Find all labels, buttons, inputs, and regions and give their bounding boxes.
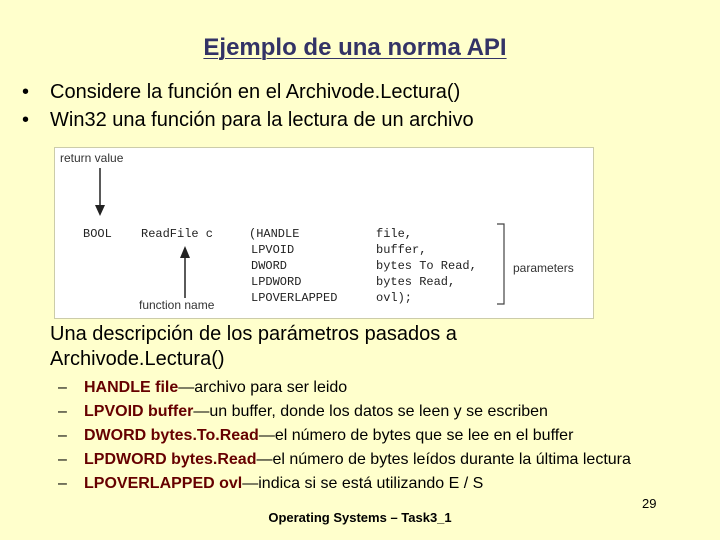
parameters-bracket-icon	[497, 224, 504, 304]
param-type: (HANDLE	[249, 227, 300, 241]
bullet-item	[22, 106, 474, 134]
function-name-label: function name	[139, 298, 215, 312]
parameter-item	[58, 376, 631, 400]
dash-icon: –	[58, 379, 67, 396]
return-value-label: return value	[60, 151, 124, 165]
param-name: buffer,	[376, 243, 427, 257]
parameter-desc: —indica si se está utilizando E / S	[242, 475, 484, 492]
param-type: LPOVERLAPPED	[251, 291, 338, 305]
parameters-label: parameters	[513, 261, 574, 275]
slide-title: Ejemplo de una norma API	[203, 34, 507, 61]
bullet-list	[22, 78, 474, 134]
bullet-text: Win32 una función para la lectura de un archivo	[50, 109, 474, 131]
readfile-signature-figure	[54, 147, 594, 319]
dash-icon: –	[58, 427, 67, 444]
parameter-term: LPOVERLAPPED ovl	[84, 475, 243, 492]
param-type: LPVOID	[251, 243, 295, 257]
parameter-desc: —el número de bytes leídos durante la última lectura	[256, 451, 631, 468]
param-name: bytes Read,	[376, 275, 456, 289]
dash-icon: –	[58, 475, 67, 492]
bullet-text: Considere la función en el Archivode.Lectura()	[50, 81, 461, 103]
bullet-dot-icon: •	[22, 109, 30, 131]
return-type: BOOL	[83, 227, 112, 241]
footer-text: Operating Systems – Task3_1	[268, 510, 452, 525]
param-name: file,	[376, 227, 413, 241]
param-name: ovl);	[376, 291, 413, 305]
param-type: LPDWORD	[251, 275, 302, 289]
param-type: DWORD	[251, 259, 288, 273]
parameter-item	[58, 472, 631, 496]
parameter-term: DWORD bytes.To.Read	[84, 427, 259, 444]
parameter-item	[58, 400, 631, 424]
bullet-dot-icon: •	[22, 81, 30, 103]
page-number: 29	[642, 496, 657, 511]
function-arrow-icon	[180, 246, 190, 298]
parameter-item	[58, 424, 631, 448]
return-arrow-icon	[95, 168, 105, 216]
parameter-list	[58, 376, 631, 496]
function-name: ReadFile c	[141, 227, 214, 241]
parameter-desc: —un buffer, donde los datos se leen y se escriben	[193, 403, 548, 420]
parameter-desc: —el número de bytes que se lee en el buffer	[258, 427, 574, 444]
param-name: bytes To Read,	[376, 259, 477, 273]
bullet-item	[22, 78, 474, 106]
parameter-term: HANDLE file	[84, 379, 179, 396]
description-text: Una descripción de los parámetros pasados a Archivode.Lectura()	[50, 323, 457, 370]
signature-diagram	[55, 148, 593, 318]
dash-icon: –	[58, 403, 67, 420]
parameter-desc: —archivo para ser leido	[178, 379, 348, 396]
dash-icon: –	[58, 451, 67, 468]
parameter-term: LPDWORD bytes.Read	[84, 451, 257, 468]
parameter-term: LPVOID buffer	[84, 403, 194, 420]
parameter-item	[58, 448, 631, 472]
